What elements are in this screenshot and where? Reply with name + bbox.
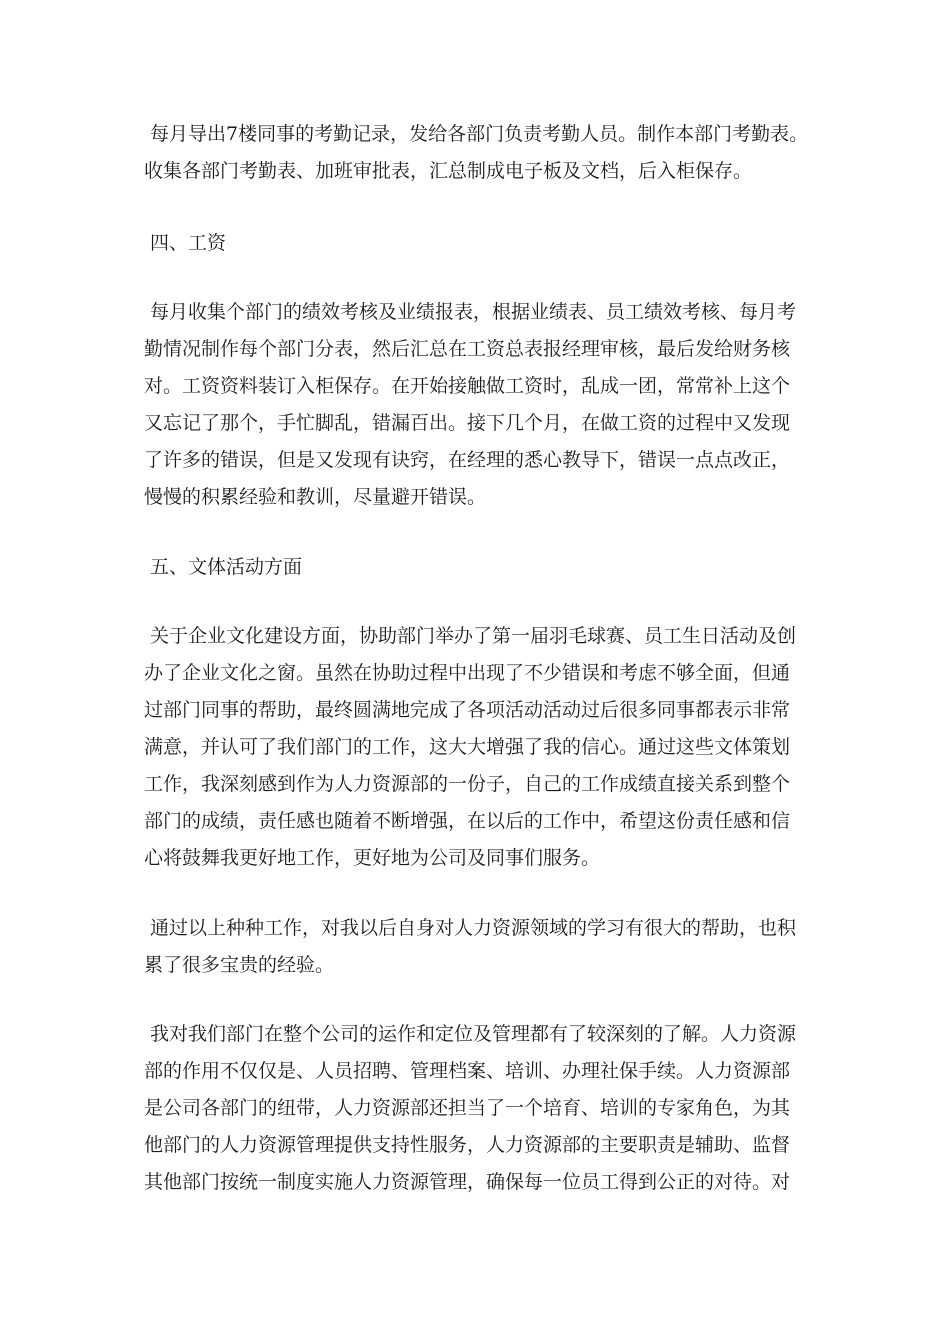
paragraph-summary xyxy=(144,910,824,984)
text-line: 对。工资资料装订入柜保存。在开始接触做工资时，乱成一团，常常补上这个 xyxy=(144,375,791,397)
text-line: 累了很多宝贵的经验。 xyxy=(144,954,335,976)
text-line: 部的作用不仅仅是、人员招聘、管理档案、培训、办理社保手续。人力资源部 xyxy=(144,1060,791,1082)
text-line: 他部门的人力资源管理提供支持性服务，人力资源部的主要职责是辅助、监督 xyxy=(144,1134,791,1156)
text-line: 又忘记了那个，手忙脚乱，错漏百出。接下几个月，在做工资的过程中又发现 xyxy=(144,412,791,434)
text-line: 每月收集个部门的绩效考核及业绩报表，根据业绩表、员工绩效考核、每月考 xyxy=(150,301,797,323)
text-line: 过部门同事的帮助，最终圆满地完成了各项活动活动过后很多同事都表示非常 xyxy=(144,699,791,721)
text-line: 部门的成绩，责任感也随着不断增强，在以后的工作中，希望这份责任感和信 xyxy=(144,810,791,832)
section-heading-activities xyxy=(144,549,824,586)
paragraph-salary xyxy=(144,294,824,516)
text-line: 办了企业文化之窗。虽然在协助过程中出现了不少错误和考虑不够全面，但通 xyxy=(144,662,791,684)
text-line: 是公司各部门的纽带，人力资源部还担当了一个培育、培训的专家角色，为其 xyxy=(144,1097,791,1119)
paragraph-activities xyxy=(144,618,824,877)
heading-text: 四、工资 xyxy=(150,232,227,254)
text-line: 其他部门按统一制度实施人力资源管理，确保每一位员工得到公正的对待。对 xyxy=(144,1171,791,1193)
text-line: 慢慢的积累经验和教训，尽量避开错误。 xyxy=(144,486,487,508)
text-line: 心将鼓舞我更好地工作，更好地为公司及同事们服务。 xyxy=(144,847,601,869)
section-heading-salary xyxy=(144,225,824,262)
text-line: 关于企业文化建设方面，协助部门举办了第一届羽毛球赛、员工生日活动及创 xyxy=(150,625,797,647)
text-line: 通过以上种种工作，对我以后自身对人力资源领域的学习有很大的帮助，也积 xyxy=(150,917,797,939)
paragraph-attendance xyxy=(144,116,824,190)
text-line: 工作，我深刻感到作为人力资源部的一份子，自己的工作成绩直接关系到整个 xyxy=(144,773,791,795)
text-line: 了许多的错误，但是又发现有诀窍，在经理的悉心教导下，错误一点点改正， xyxy=(144,449,791,471)
text-line: 每月导出7楼同事的考勤记录，发给各部门负责考勤人员。制作本部门考勤表。 xyxy=(150,123,809,145)
text-line: 满意，并认可了我们部门的工作，这大大增强了我的信心。通过这些文体策划 xyxy=(144,736,791,758)
text-line: 勤情况制作每个部门分表，然后汇总在工资总表报经理审核，最后发给财务核 xyxy=(144,338,791,360)
paragraph-department-role xyxy=(144,1016,824,1201)
text-line: 收集各部门考勤表、加班审批表，汇总制成电子板及文档，后入柜保存。 xyxy=(144,160,753,182)
heading-text: 五、文体活动方面 xyxy=(150,556,303,578)
text-line: 我对我们部门在整个公司的运作和定位及管理都有了较深刻的了解。人力资源 xyxy=(150,1023,797,1045)
